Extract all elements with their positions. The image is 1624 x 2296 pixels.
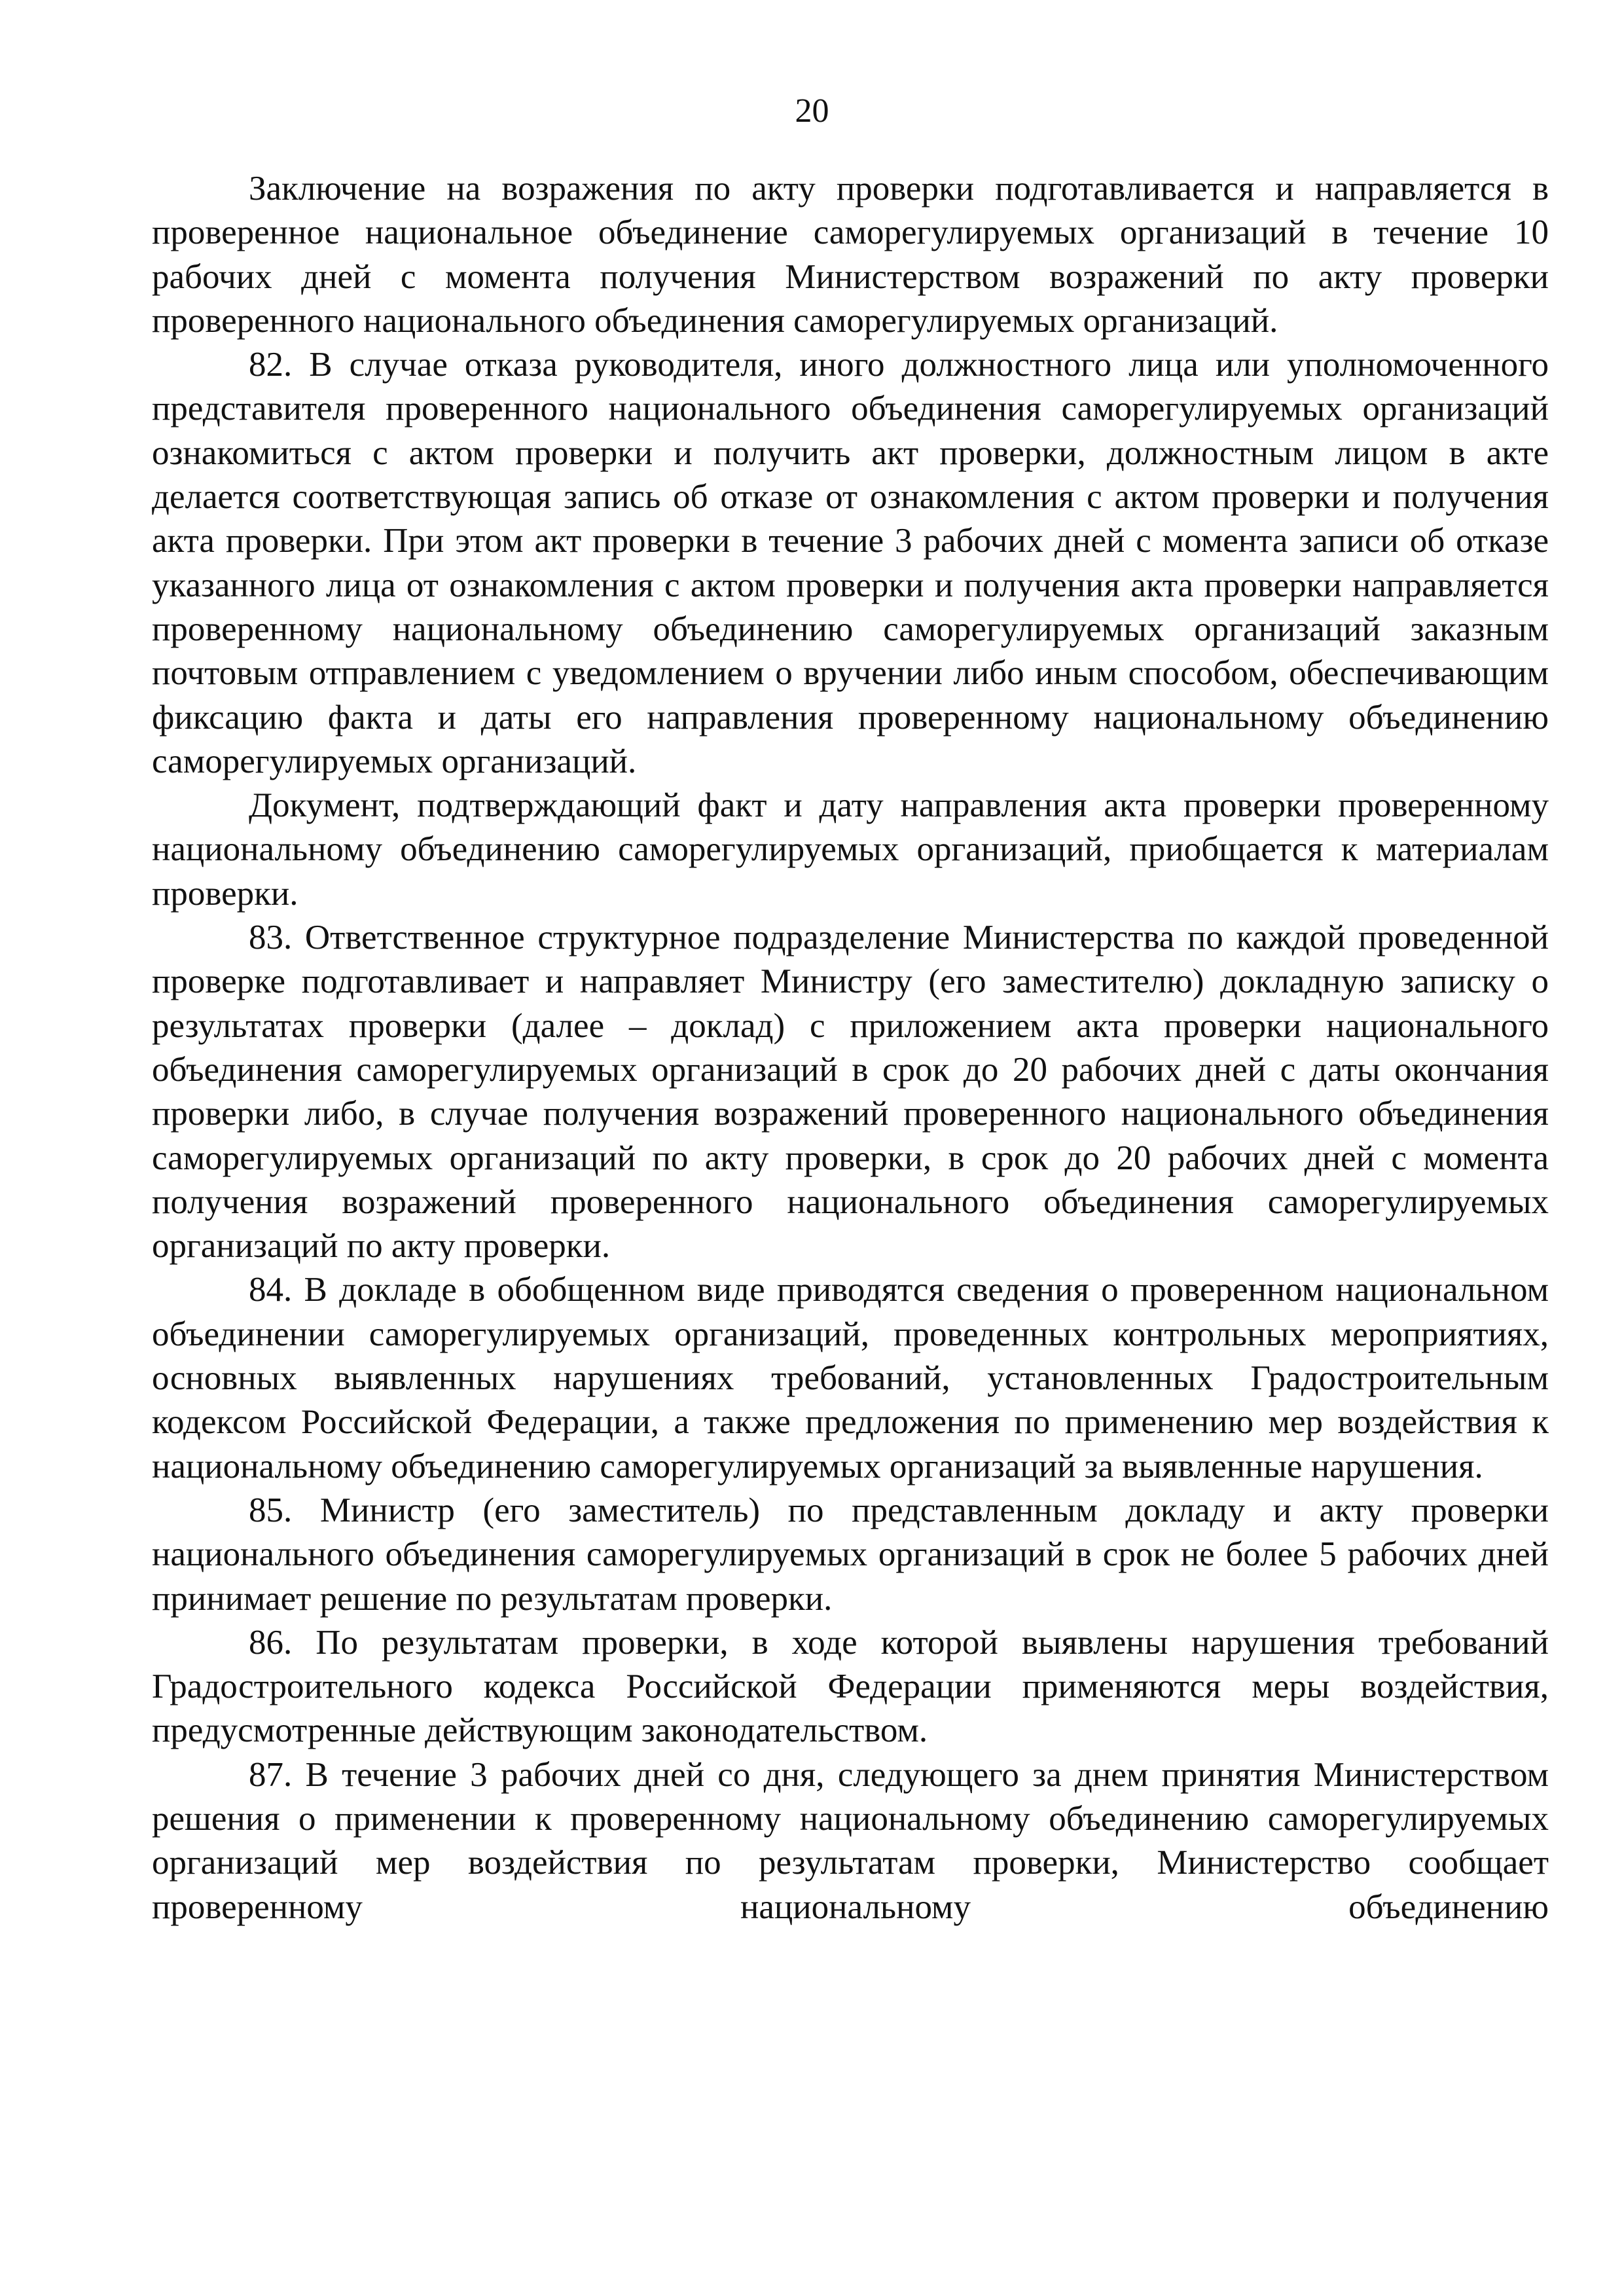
paragraph-85: 85. Министр (его заместитель) по представленным докладу и акту проверки национального объединения саморегулируемых организаций в срок не более 5 рабочих дней принимает решение по результатам проверки. (152, 1491, 1549, 1618)
paragraph-82: 82. В случае отказа руководителя, иного должностного лица или уполномоченного представителя проверенного национального объединения саморегулируемых организаций ознакомиться с актом проверки и получить акт проверки, должностным лицом в акте делается соответствующая запись об отказе от ознакомления с актом проверки и получения акта проверки. При этом акт проверки в течение 3 рабочих дней с момента записи об отказе указанного лица от ознакомления с актом проверки и получения акта проверки направляется проверенному национальному объединению саморегулируемых организаций заказным почтовым отправлением с уведомлением о вручении либо иным способом, обеспечивающим фиксацию факта и даты его направления проверенному национальному объединению саморегулируемых организаций. (152, 346, 1549, 780)
paragraph-conclusion-on-objections: Заключение на возражения по акту проверки подготавливается и направляется в проверенное национальное объединение саморегулируемых организаций в течение 10 рабочих дней с момента получения Министерством возражений по акту проверки проверенного национального объединения саморегулируемых организаций. (152, 170, 1549, 340)
paragraph-document-confirming: Документ, подтверждающий факт и дату направления акта проверки проверенному национальному объединению саморегулируемых организаций, приобщается к материалам проверки. (152, 786, 1549, 913)
paragraph-86: 86. По результатам проверки, в ходе которой выявлены нарушения требований Градостроительного кодекса Российской Федерации применяются меры воздействия, предусмотренные действующим законодательством. (152, 1623, 1549, 1750)
paragraph-84: 84. В докладе в обобщенном виде приводятся сведения о проверенном национальном объединении саморегулируемых организаций, проведенных контрольных мероприятиях, основных выявленных нарушениях требований, установленных Градостроительным кодексом Российской Федерации, а также предложения по применению мер воздействия к национальному объединению саморегулируемых организаций за выявленные нарушения. (152, 1271, 1549, 1485)
page-number: 20 (795, 92, 829, 130)
document-body (152, 167, 1549, 1929)
paragraph-87: 87. В течение 3 рабочих дней со дня, следующего за днем принятия Министерством решения о применении к проверенному национальному объединению саморегулируемых организаций мер воздействия по результатам проверки, Министерство сообщает проверенному национальному объединению (152, 1755, 1549, 1926)
paragraph-83: 83. Ответственное структурное подразделение Министерства по каждой проведенной проверке подготавливает и направляет Министру (его заместителю) докладную записку о результатах проверки (далее – доклад) с приложением акта проверки национального объединения саморегулируемых организаций в срок до 20 рабочих дней с даты окончания проверки либо, в случае получения возражений проверенного национального объединения саморегулируемых организаций по акту проверки, в срок до 20 рабочих дней с момента получения возражений проверенного национального объединения саморегулируемых организаций по акту проверки. (152, 919, 1549, 1266)
